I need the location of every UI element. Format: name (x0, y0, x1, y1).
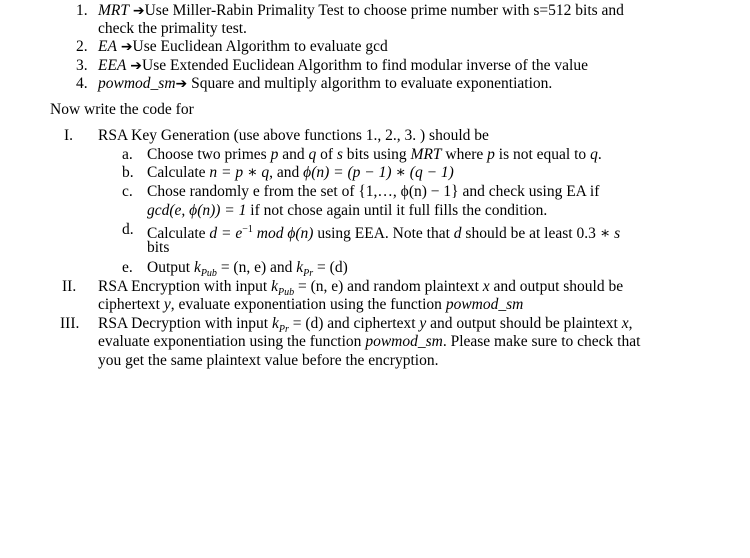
equation: {1,…, ϕ(n) − 1} (358, 183, 459, 200)
list-number: 4. (76, 75, 88, 92)
step-calculate-n: Calculate n = p ∗ q, and ϕ(n) = (p − 1) ∗ (q − 1) (147, 164, 454, 181)
step-choose-e: Chose randomly e from the set of {1,…, ϕ(n) − 1} and check using EA if (147, 183, 600, 200)
sub-letter: a. (122, 146, 133, 163)
right-arrow-icon: ➔ (175, 76, 188, 92)
right-arrow-icon: ➔ (130, 58, 143, 74)
section-decryption: RSA Decryption with input $k_{Pr} = (d)$ and ciphertext y and output should be plaintext x, (98, 315, 633, 336)
section-title-keygen: RSA Key Generation (use above functions 1., 2., 3. ) should be (98, 127, 489, 144)
function-name: EEA (98, 57, 127, 74)
list-item-text: Use Euclidean Algorithm to evaluate gcd (132, 38, 388, 55)
equation: ϕ(n) = (p − 1) ∗ (q − 1) (303, 164, 454, 181)
section-decryption-continuation-2: you get the same plaintext value before the encryption. (98, 352, 439, 369)
section-encryption-continuation: ciphertext y, evaluate exponentiation using the function powmod_sm (98, 296, 524, 313)
equation: gcd(e, ϕ(n)) = 1 (147, 202, 247, 219)
function-name: MRT (98, 2, 129, 19)
function-name: powmod_sm (98, 75, 176, 92)
equation: n = p ∗ q (209, 164, 270, 181)
right-arrow-icon: ➔ (132, 3, 145, 19)
section-number: III. (60, 315, 80, 332)
list-number: 1. (76, 2, 88, 19)
list-item-powmod (98, 75, 552, 93)
function-name: EA (98, 38, 117, 55)
list-item-mrt (98, 2, 624, 20)
section-number: I. (64, 127, 74, 144)
section-encryption: RSA Encryption with input $k_{Pub} = (n$, e) and random plaintext x and output should be (98, 278, 624, 299)
sub-letter: c. (122, 183, 133, 200)
step-choose-e-continuation: gcd(e, ϕ(n)) = 1 if not chose again until it full fills the condition. (147, 202, 548, 219)
equation: d = e (209, 225, 243, 243)
step-calculate-d: Calculate $d = e^{-1}$ mod ϕ(n) using EEA. Note that d should be at least 0.3 ∗ s (147, 224, 621, 243)
sub-letter: e. (122, 259, 133, 276)
list-number: 3. (76, 57, 88, 74)
sub-letter: d. (122, 221, 134, 238)
list-number: 2. (76, 38, 88, 55)
intro-text: Now write the code for (50, 101, 194, 118)
step-output-keys: Output $k_{Pub} = (n$, e) and $k_{Pr} = (d)$ (147, 259, 348, 280)
list-item-eea (98, 57, 588, 75)
section-number: II. (62, 278, 77, 295)
function-name: powmod_sm (445, 296, 524, 313)
function-name: powmod_sm (365, 333, 443, 350)
list-item-text: Use Miller-Rabin Primality Test to choose prime number with s=512 bits and (144, 2, 624, 19)
step-choose-primes: Choose two primes p and q of s bits using MRT where p is not equal to q. (147, 146, 602, 163)
list-item-continuation: check the primality test. (98, 20, 247, 37)
section-decryption-continuation: evaluate exponentiation using the function powmod_sm. Please make sure to check that (98, 333, 641, 350)
step-calculate-d-continuation: bits (147, 239, 170, 256)
list-item-text: Square and multiply algorithm to evaluate exponentiation. (187, 75, 553, 92)
sub-letter: b. (122, 164, 134, 181)
list-item-text: Use Extended Euclidean Algorithm to find modular inverse of the value (142, 57, 588, 74)
right-arrow-icon: ➔ (120, 39, 133, 55)
list-item-ea (98, 38, 388, 56)
